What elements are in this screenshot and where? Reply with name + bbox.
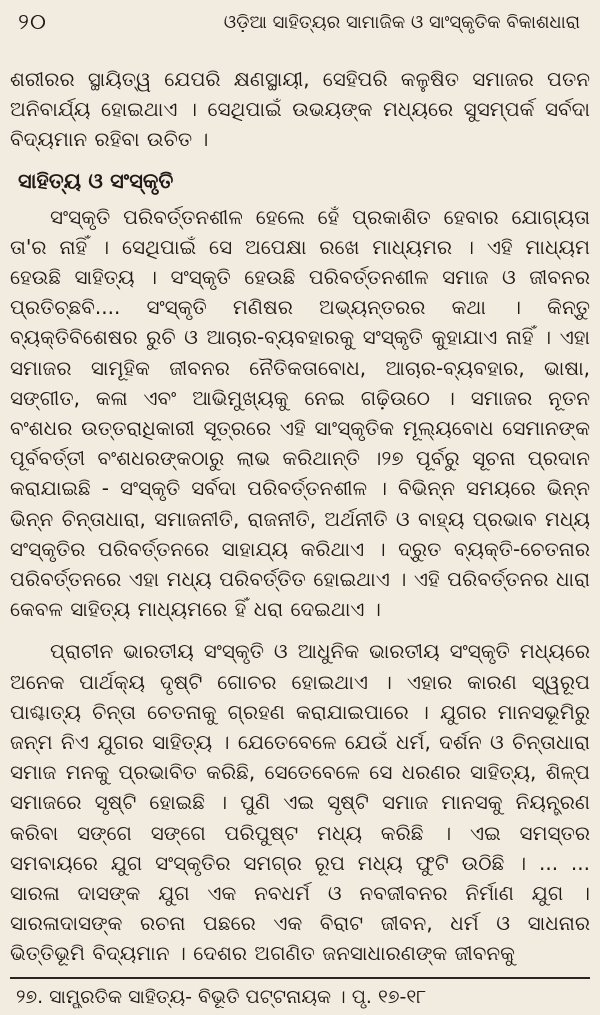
running-header xyxy=(10,0,590,40)
body-paragraph-1: ଶରୀରର ସ୍ଥାୟିତ୍ୱ ଯେପରି କ୍ଷଣସ୍ଥାୟୀ, ସେହିପରି କଳୁଷିତ ସମାଜର ପତନ ଅନିବାର୍ଯ୍ୟ ହୋଇଥାଏ । ସେଥିପାଇଁ ଉଭୟଙ୍କ ମଧ୍ୟରେ ସୁସମ୍ପର୍କ ସର୍ବଦା ବିଦ୍ୟମାନ ରହିବା ଉଚିତ । xyxy=(10,67,590,152)
page-number: ୨୦ xyxy=(18,10,47,35)
footnote: ୨୭. ସାମ୍ପ୍ରତିକ ସାହିତ୍ୟ- ବିଭୂତି ପଟ୍ଟନାୟକ । ପୃ. ୧୭-୧୮ xyxy=(16,986,427,1008)
footnote-divider xyxy=(10,977,590,979)
section-heading: ସାହିତ୍ୟ ଓ ସଂସ୍କୃତି xyxy=(18,168,174,193)
running-title: ଓଡ଼ିଆ ସାହିତ୍ୟର ସାମାଜିକ ଓ ସାଂସ୍କୃତିକ ବିକାଶଧାରା xyxy=(223,12,580,33)
body-paragraph-2: ସଂସ୍କୃତି ପରିବର୍ତ୍ତନଶୀଳ ହେଲେ ହେଁ ପ୍ରକାଶିତ ହେବାର ଯୋଗ୍ୟତା ତା'ର ନାହିଁ । ସେଥିପାଇଁ ସେ ଅପେକ୍ଷା ରଖେ ମାଧ୍ୟମର । ଏହି ମାଧ୍ୟମ ହେଉଛି ସାହିତ୍ୟ । ସଂସ୍କୃତି ହେଉଛି ପରିବର୍ତ୍ତନଶୀଳ ସମାଜ ଓ ଜୀବନର ପ୍ରତିଚ୍ଛବି.... ସଂସ୍କୃତି ମଣିଷର ଅଭ୍ୟନ୍ତରର କଥା । କିନ୍ତୁ ବ୍ୟକ୍ତିବିଶେଷର ରୁଚି ଓ ଆଚାର-ବ୍ୟବହାରକୁ ସଂସ୍କୃତି କୁହାଯାଏ ନାହିଁ । ଏହା ସମାଜର ସାମୂହିକ ଜୀବନର ନୈତିକତାବୋଧ, ଆଚାର-ବ୍ୟବହାର, ଭାଷା, ସଙ୍ଗୀତ, କଳା ଏବଂ ଆଭିମୁଖ୍ୟକୁ ନେଇ ଗଢ଼ିଉଠେ । ସମାଜର ନୂତନ ବଂଶଧର ଉତ୍ତରାଧିକାରୀ ସୂତ୍ରରେ ଏହି ସାଂସ୍କୃତିକ ମୂଲ୍ୟବୋଧ ସେମାନଙ୍କ ପୂର୍ବବର୍ତ୍ତୀ ବଂଶଧରଙ୍କଠାରୁ ଲାଭ କରିଥାନ୍ତି ।୨୭ ପୂର୍ବରୁ ସୂଚନା ପ୍ରଦାନ କରାଯାଇଛି - ସଂସ୍କୃତି ସର୍ବଦା ପରିବର୍ତ୍ତନଶୀଳ । ବିଭିନ୍ନ ସମୟରେ ଭିନ୍ନ ଭିନ୍ନ ଚିନ୍ତାଧାରା, ସମାଜନୀତି, ରାଜନୀତି, ଅର୍ଥନୀତି ଓ ବାହ୍ୟ ପ୍ରଭାବ ମଧ୍ୟ ସଂସ୍କୃତିର ପରିବର୍ତ୍ତନରେ ସାହାଯ୍ୟ କରିଥାଏ । ଦ୍ରୁତ ବ୍ୟକ୍ତି-ଚେତନାର ପରିବର୍ତ୍ତନରେ ଏହା ମଧ୍ୟ ପରିବର୍ତ୍ତିତ ହୋଇଥାଏ । ଏହି ପରିବର୍ତ୍ତନର ଧାରା କେବଳ ସାହିତ୍ୟ ମାଧ୍ୟମରେ ହିଁ ଧରା ଦେଇଥାଏ । xyxy=(10,204,590,622)
body-paragraph-3: ପ୍ରାଚୀନ ଭାରତୀୟ ସଂସ୍କୃତି ଓ ଆଧୁନିକ ଭାରତୀୟ ସଂସ୍କୃତି ମଧ୍ୟରେ ଅନେକ ପାର୍ଥକ୍ୟ ଦୃଷ୍ଟି ଗୋଚର ହୋଇଥାଏ । ଏହାର କାରଣ ସ୍ୱରୂପ ପାଶ୍ଚାତ୍ୟ ଚିନ୍ତା ଚେତନାକୁ ଗ୍ରହଣ କରାଯାଇପାରେ । ଯୁଗର ମାନସଭୂମିରୁ ଜନ୍ମ ନିଏ ଯୁଗର ସାହିତ୍ୟ । ଯେତେବେଳେ ଯେଉଁ ଧର୍ମ, ଦର୍ଶନ ଓ ଚିନ୍ତାଧାରା ସମାଜ ମନକୁ ପ୍ରଭାବିତ କରିଛି, ସେତେବେଳେ ସେ ଧରଣର ସାହିତ୍ୟ, ଶିଳ୍ପ ସମାଜରେ ସୃଷ୍ଟି ହୋଇଛି । ପୁଣି ଏଇ ସୃଷ୍ଟି ସମାଜ ମାନସକୁ ନିୟନ୍ତ୍ରଣ କରିବା ସଙ୍ଗେ ସଙ୍ଗେ ପରିପୁଷ୍ଟ ମଧ୍ୟ କରିଛି । ଏଇ ସମସ୍ତର ସମବାୟରେ ଯୁଗ ସଂସ୍କୃତିର ସମଗ୍ର ରୂପ ମଧ୍ୟ ଫୁଟି ଉଠିଛି । ... ... ସାରଳା ଦାସଙ୍କ ଯୁଗ ଏକ ନବଧର୍ମ ଓ ନବଜୀବନର ନିର୍ମାଣ ଯୁଗ । ସାରଳାଦାସଙ୍କ ରଚନା ପଛରେ ଏକ ବିରାଟ ଜୀବନ, ଧର୍ମ ଓ ସାଧନାର ଭିତ୍ତିଭୂମି ବିଦ୍ୟମାନ । ଦେଶର ଅଗଣିତ ଜନସାଧାରଣଙ୍କ ଜୀବନକୁ xyxy=(10,639,590,966)
